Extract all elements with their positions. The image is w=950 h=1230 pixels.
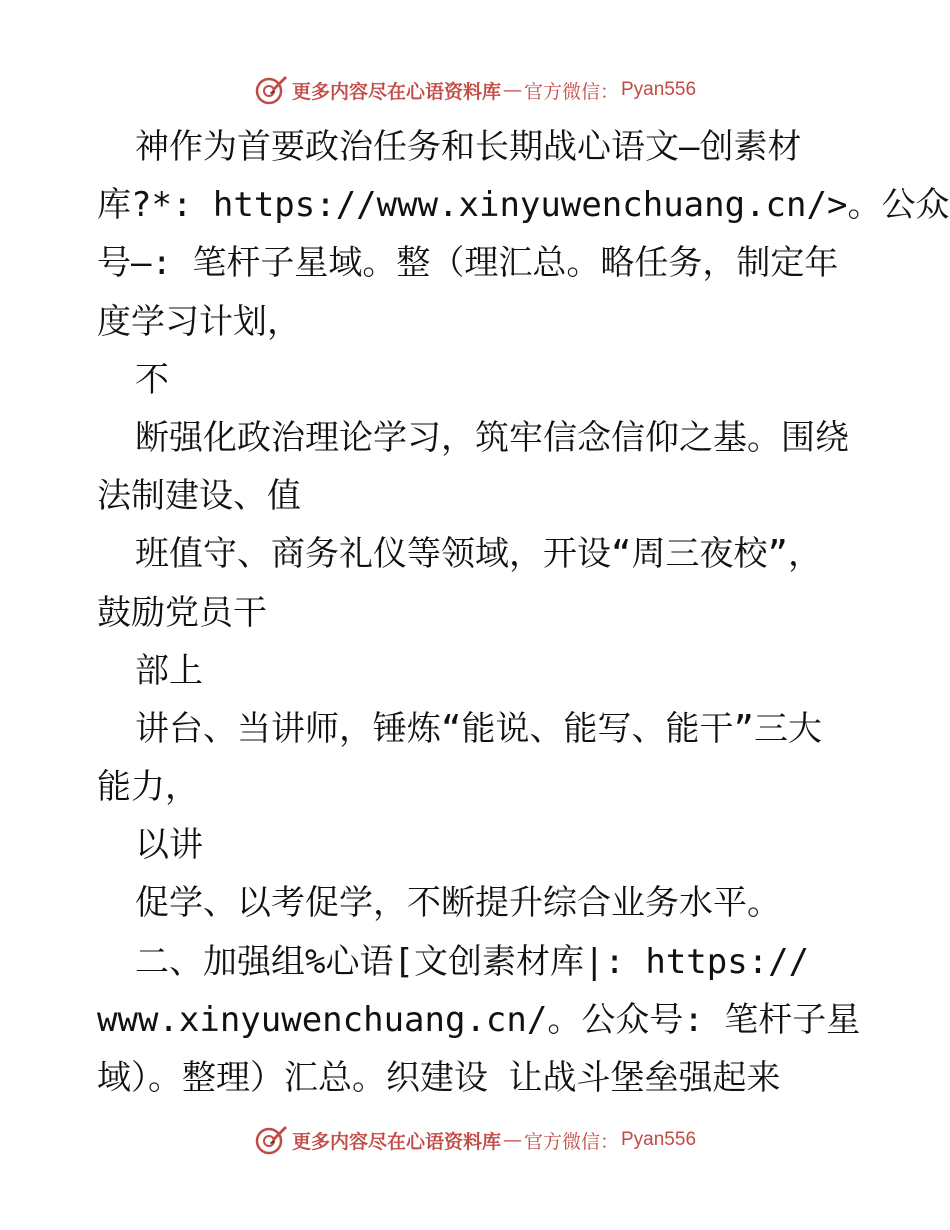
text-line: 域）。整理）汇总。织建设 让战斗堡垒强起来 — [97, 1058, 781, 1098]
footer-wechat-label: 官方微信： — [523, 1130, 619, 1153]
footer-banner — [0, 1120, 950, 1160]
header-wechat-label: 官方微信： — [523, 80, 619, 103]
footer-banner-separator: — — [502, 1129, 522, 1151]
text-line: 库?*: https://www.xinyuwenchuang.cn/>。公众 — [97, 185, 950, 226]
text-line: 法制建设、值 — [97, 476, 301, 517]
text-line: 班值守、商务礼仪等领域，开设“周三夜校”， — [135, 534, 822, 575]
text-line: 神作为首要政治任务和长期战心语文—创素材 — [135, 127, 802, 167]
header-banner — [0, 70, 950, 110]
text-line: 鼓励党员干 — [97, 592, 267, 633]
text-line: 号—: 笔杆子星域。整（理汇总。略任务，制定年 — [97, 243, 839, 284]
header-banner-text: 更多内容尽在心语资料库 — [291, 80, 501, 103]
text-line: www.xinyuwenchuang.cn/。公众号: 笔杆子星 — [97, 999, 861, 1040]
pen-logo-icon — [254, 1123, 288, 1157]
text-line: 部上 — [135, 650, 203, 691]
document-body — [97, 118, 950, 1107]
header-wechat-id: Pyan556 — [621, 79, 697, 100]
text-line: 断强化政治理论学习，筑牢信念信仰之基。围绕 — [135, 417, 849, 458]
text-line: 促学、以考促学，不断提升综合业务水平。 — [135, 883, 781, 924]
text-line: 讲台、当讲师，锤炼“能说、能写、能干”三大 — [135, 708, 822, 749]
pen-logo-icon — [254, 73, 288, 107]
footer-banner-text: 更多内容尽在心语资料库 — [291, 1130, 501, 1153]
text-line: 以讲 — [135, 825, 203, 866]
text-line: 能力， — [97, 767, 199, 808]
text-line: 二、加强组%心语[文创素材库|: https:// — [135, 941, 810, 982]
text-line: 不 — [135, 359, 169, 400]
footer-wechat-id: Pyan556 — [621, 1129, 697, 1150]
header-banner-separator: — — [502, 79, 522, 101]
text-line: 度学习计划， — [97, 301, 301, 342]
